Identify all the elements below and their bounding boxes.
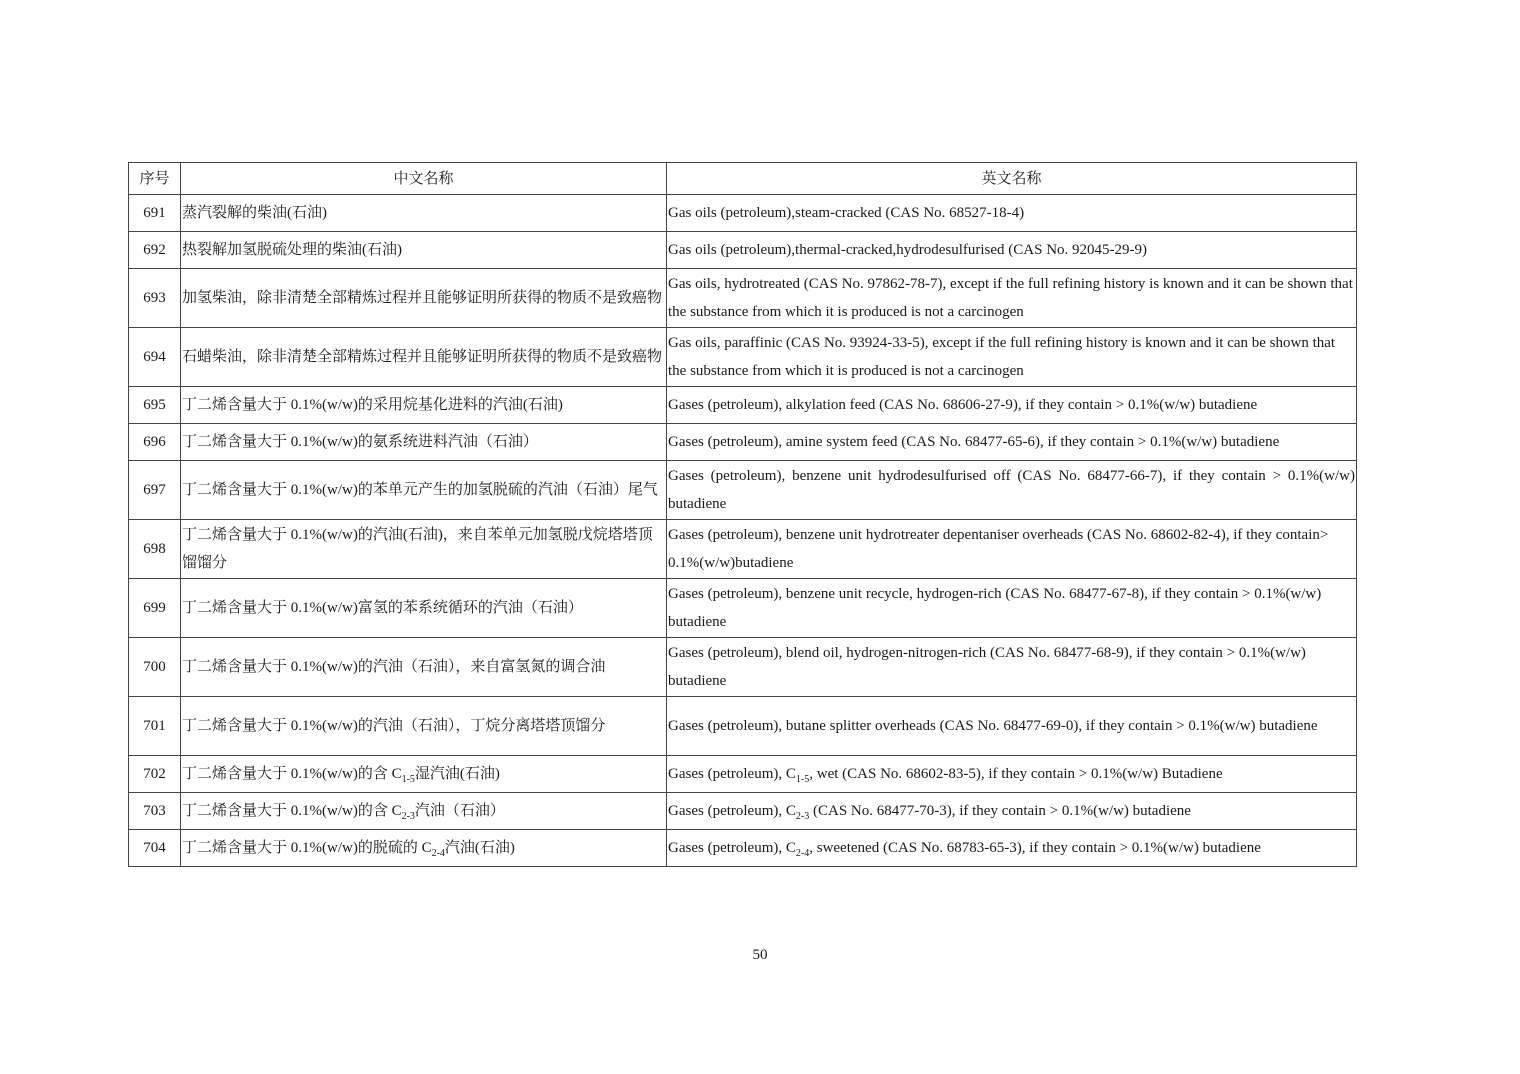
english-name-prefix: Gases (petroleum), C xyxy=(668,766,796,782)
table-row xyxy=(129,328,1357,387)
row-number: 701 xyxy=(129,697,181,756)
english-name: Gases (petroleum), blend oil, hydrogen-nitrogen-rich (CAS No. 68477-68-9), if they contain > 0.1%(w/w) butadiene xyxy=(667,638,1357,697)
header-chinese-name: 中文名称 xyxy=(181,163,667,195)
english-name: Gas oils (petroleum),steam-cracked (CAS No. 68527-18-4) xyxy=(667,195,1357,232)
row-number: 691 xyxy=(129,195,181,232)
chinese-name: 丁二烯含量大于 0.1%(w/w)的汽油（石油），丁烷分离塔塔顶馏分 xyxy=(181,697,667,756)
english-name-suffix: (CAS No. 68477-70-3), if they contain > 0.1%(w/w) butadiene xyxy=(809,803,1191,819)
row-number: 704 xyxy=(129,830,181,867)
english-name: Gases (petroleum), alkylation feed (CAS No. 68606-27-9), if they contain > 0.1%(w/w) butadiene xyxy=(667,387,1357,424)
header-number: 序号 xyxy=(129,163,181,195)
carbon-range-subscript: 2-3 xyxy=(401,811,415,822)
chinese-name-suffix: 湿汽油(石油) xyxy=(414,766,500,782)
chinese-name: 丁二烯含量大于 0.1%(w/w)的氨系统进料汽油（石油） xyxy=(181,424,667,461)
table-row xyxy=(129,638,1357,697)
row-number: 702 xyxy=(129,756,181,793)
row-number: 703 xyxy=(129,793,181,830)
english-name: Gas oils, paraffinic (CAS No. 93924-33-5), except if the full refining history is known and it can be shown that the substance from which it is produced is not a carcinogen xyxy=(667,328,1357,387)
english-name-prefix: Gases (petroleum), C xyxy=(668,840,796,856)
table-header-row xyxy=(129,163,1357,195)
english-name: Gas oils (petroleum),thermal-cracked,hydrodesulfurised (CAS No. 92045-29-9) xyxy=(667,232,1357,269)
chinese-name: 蒸汽裂解的柴油(石油) xyxy=(181,195,667,232)
table-row xyxy=(129,195,1357,232)
chinese-name-suffix: 汽油（石油） xyxy=(414,803,505,819)
row-number: 692 xyxy=(129,232,181,269)
chinese-name xyxy=(181,793,667,830)
row-number: 694 xyxy=(129,328,181,387)
row-number: 695 xyxy=(129,387,181,424)
english-name: Gases (petroleum), benzene unit recycle, hydrogen-rich (CAS No. 68477-67-8), if they contain > 0.1%(w/w) butadiene xyxy=(667,579,1357,638)
english-name xyxy=(667,756,1357,793)
table-row xyxy=(129,232,1357,269)
row-number: 700 xyxy=(129,638,181,697)
chinese-name: 加氢柴油，除非清楚全部精炼过程并且能够证明所获得的物质不是致癌物 xyxy=(181,269,667,328)
substance-table xyxy=(128,162,1357,867)
english-name: Gases (petroleum), benzene unit hydrotreater depentaniser overheads (CAS No. 68602-82-4), if they contain> 0.1%(w/w)butadiene xyxy=(667,520,1357,579)
english-name: Gases (petroleum), benzene unit hydrodesulfurised off (CAS No. 68477-66-7), if they contain > 0.1%(w/w) butadiene xyxy=(667,461,1357,520)
english-name xyxy=(667,793,1357,830)
english-name xyxy=(667,830,1357,867)
chinese-name-prefix: 丁二烯含量大于 0.1%(w/w)的脱硫的 C xyxy=(182,840,432,856)
chinese-name-prefix: 丁二烯含量大于 0.1%(w/w)的含 C xyxy=(182,766,402,782)
chinese-name: 石蜡柴油，除非清楚全部精炼过程并且能够证明所获得的物质不是致癌物 xyxy=(181,328,667,387)
english-name: Gas oils, hydrotreated (CAS No. 97862-78-7), except if the full refining history is known and it can be shown that the substance from which it is produced is not a carcinogen xyxy=(667,269,1357,328)
english-name: Gases (petroleum), butane splitter overheads (CAS No. 68477-69-0), if they contain > 0.1%(w/w) butadiene xyxy=(667,697,1357,756)
carbon-range-subscript: 1-5 xyxy=(795,774,810,785)
table-row xyxy=(129,579,1357,638)
chinese-name: 丁二烯含量大于 0.1%(w/w)的采用烷基化进料的汽油(石油) xyxy=(181,387,667,424)
table-row xyxy=(129,269,1357,328)
chinese-name-prefix: 丁二烯含量大于 0.1%(w/w)的含 C xyxy=(182,803,402,819)
chinese-name: 丁二烯含量大于 0.1%(w/w)富氢的苯系统循环的汽油（石油） xyxy=(181,579,667,638)
english-name-prefix: Gases (petroleum), C xyxy=(668,803,796,819)
english-name: Gases (petroleum), amine system feed (CAS No. 68477-65-6), if they contain > 0.1%(w/w) butadiene xyxy=(667,424,1357,461)
carbon-range-subscript: 2-4 xyxy=(795,848,810,859)
chinese-name-suffix: 汽油(石油) xyxy=(444,840,515,856)
carbon-range-subscript: 1-5 xyxy=(401,774,415,785)
chinese-name: 热裂解加氢脱硫处理的柴油(石油) xyxy=(181,232,667,269)
chinese-name: 丁二烯含量大于 0.1%(w/w)的苯单元产生的加氢脱硫的汽油（石油）尾气 xyxy=(181,461,667,520)
table-row xyxy=(129,697,1357,756)
row-number: 696 xyxy=(129,424,181,461)
chinese-name: 丁二烯含量大于 0.1%(w/w)的汽油（石油），来自富氢氮的调合油 xyxy=(181,638,667,697)
carbon-range-subscript: 2-4 xyxy=(431,848,445,859)
header-english-name: 英文名称 xyxy=(667,163,1357,195)
chinese-name: 丁二烯含量大于 0.1%(w/w)的汽油(石油)，来自苯单元加氢脱戊烷塔塔顶馏馏分 xyxy=(181,520,667,579)
carbon-range-subscript: 2-3 xyxy=(795,811,810,822)
table-row xyxy=(129,830,1357,867)
table-row xyxy=(129,793,1357,830)
row-number: 693 xyxy=(129,269,181,328)
table-row xyxy=(129,756,1357,793)
chinese-name xyxy=(181,756,667,793)
english-name-suffix: , wet (CAS No. 68602-83-5), if they contain > 0.1%(w/w) Butadiene xyxy=(809,766,1223,782)
table-row xyxy=(129,387,1357,424)
english-name-suffix: , sweetened (CAS No. 68783-65-3), if they contain > 0.1%(w/w) butadiene xyxy=(809,840,1261,856)
chinese-name xyxy=(181,830,667,867)
row-number: 698 xyxy=(129,520,181,579)
table-row xyxy=(129,424,1357,461)
page-number: 50 xyxy=(752,947,768,963)
table-row xyxy=(129,520,1357,579)
row-number: 697 xyxy=(129,461,181,520)
table-row xyxy=(129,461,1357,520)
row-number: 699 xyxy=(129,579,181,638)
